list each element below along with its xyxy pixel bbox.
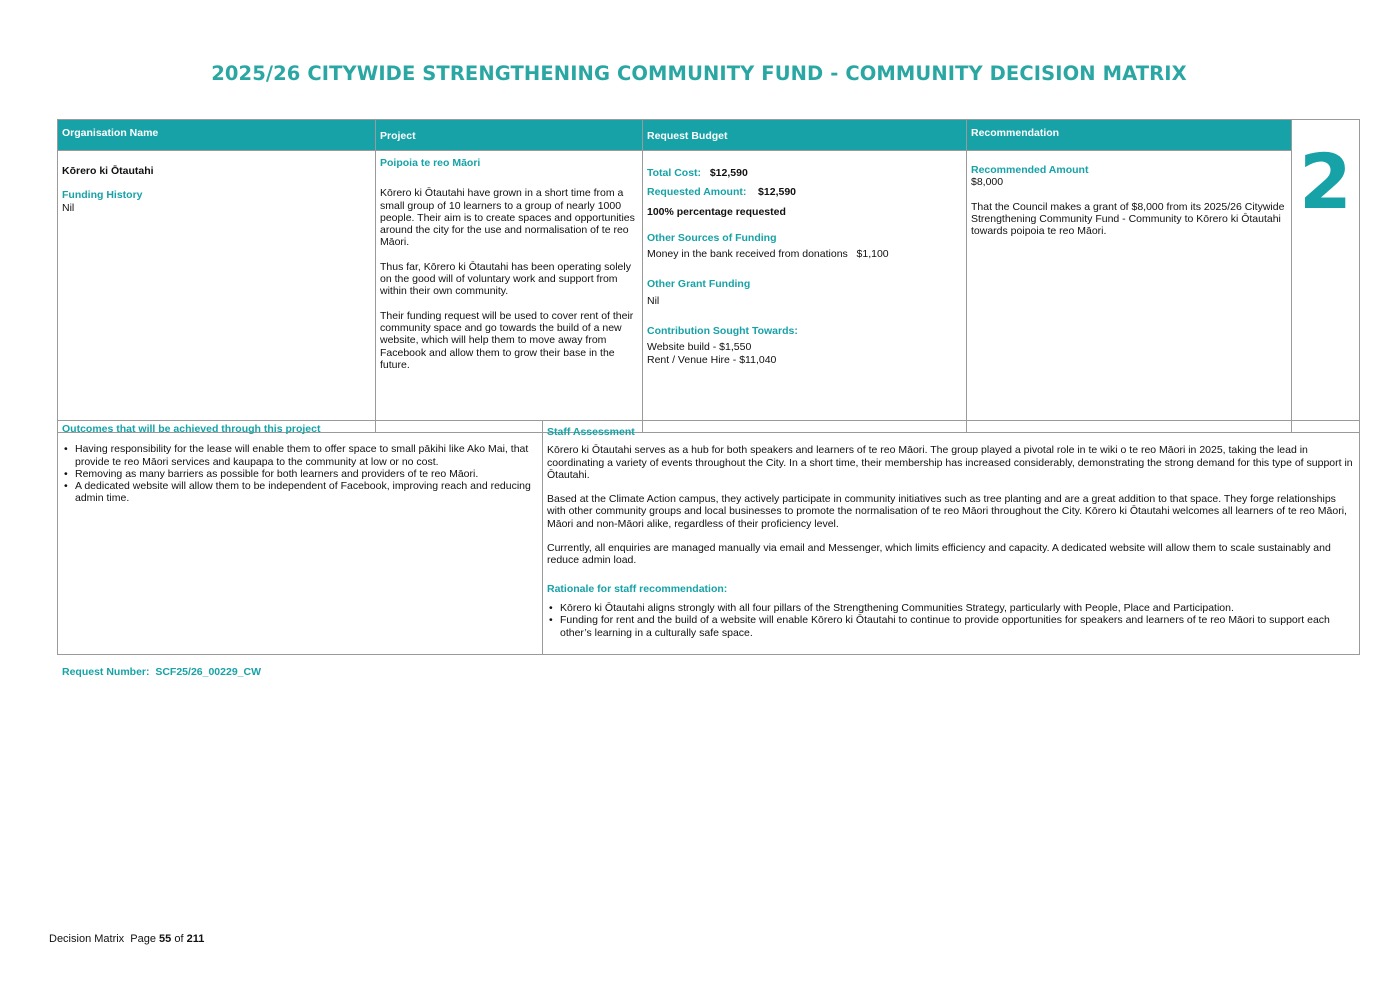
funding-history-label: Funding History xyxy=(62,189,143,202)
staff-assessment-cell xyxy=(543,421,1360,655)
header-recommendation: Recommendation xyxy=(967,120,1292,151)
staff-assessment-para-2: Based at the Climate Action campus, they actively participate in community initiatives such as tree planting and are a great addition to that space. They forge relationships with other community groups and local businesses to promote the normalisation of te reo Māori throughout the City. Kōrero ki Ōtautahi welcomes all learners of te reo Māori, Māori and non-Māori alike, regardless of their proficiency level. xyxy=(547,493,1347,530)
footer-page-total: 211 xyxy=(186,933,205,945)
recommendation-text: That the Council makes a grant of $8,000 from its 2025/26 Citywide Strengthening Community Fund - Community to Kōrero ki Ōtautahi towards poipoia te reo Māori. xyxy=(971,200,1285,238)
priority-number: 2 xyxy=(1299,137,1352,226)
requested-amount-label: Requested Amount: xyxy=(647,186,747,199)
contribution-label: Contribution Sought Towards: xyxy=(647,325,798,338)
recommended-amount-value: $8,000 xyxy=(971,176,1004,189)
outcomes-heading: Outcomes that will be achieved through this project xyxy=(62,423,321,435)
funding-history-value: Nil xyxy=(62,201,75,214)
staff-assessment-para-1: Kōrero ki Ōtautahi serves as a hub for both speakers and learners of te reo Māori. The group played a pivotal role in te wiki o te reo Māori in 2025, taking the lead in coordinating a variety of events throughout the City. In a short time, their membership has increased considerably, demonstrating the strong demand for this type of support in Ōtautahi. xyxy=(547,444,1353,481)
organisation-cell xyxy=(58,151,376,433)
recommended-amount-label: Recommended Amount xyxy=(971,164,1089,176)
outcomes-list xyxy=(62,443,538,504)
percentage-requested: 100% percentage requested xyxy=(647,205,786,218)
list-item: • Having responsibility for the lease will enable them to offer space to small pākihi like Ako Mai, that provide te reo Māori services and kaupapa to the community at low or no cost. xyxy=(62,443,538,468)
other-grant-label: Other Grant Funding xyxy=(647,278,751,291)
project-description-1: Kōrero ki Ōtautahi have grown in a short time from a small group of 10 learners to a group of nearly 1000 people. Their aim is to create spaces and opportunities around the city for the use and normalisation of te reo Māori. xyxy=(380,187,635,249)
footer-page-number: 55 xyxy=(159,933,172,945)
recommendation-cell xyxy=(967,151,1292,433)
requested-amount-value: $12,590 xyxy=(758,186,797,199)
header-organisation: Organisation Name xyxy=(58,120,376,151)
contribution-item: Rent / Venue Hire - $11,040 xyxy=(647,353,777,366)
contribution-item: Website build - $1,550 xyxy=(647,341,752,354)
outcomes-cell xyxy=(58,421,543,655)
project-cell xyxy=(376,151,643,433)
rationale-list xyxy=(547,602,1355,639)
page-footer xyxy=(49,933,204,945)
project-name: Poipoia te reo Māori xyxy=(380,157,481,169)
total-cost-value: $12,590 xyxy=(709,167,748,179)
staff-assessment-para-3: Currently, all enquiries are managed manually via email and Messenger, which limits efficiency and capacity. A dedicated website will allow them to scale sustainably and reduce admin load. xyxy=(547,542,1331,567)
organisation-name: Kōrero ki Ōtautahi xyxy=(62,165,154,177)
decision-matrix-table xyxy=(57,119,1360,433)
footer-prefix: Decision Matrix Page xyxy=(49,933,160,945)
list-item: • A dedicated website will allow them to be independent of Facebook, improving reach and reducing admin time. xyxy=(62,480,538,505)
assessment-table xyxy=(57,420,1360,655)
page-title: 2025/26 CITYWIDE STRENGTHENING COMMUNITY FUND - COMMUNITY DECISION MATRIX xyxy=(211,62,1187,85)
list-item: • Kōrero ki Ōtautahi aligns strongly with all four pillars of the Strengthening Communities Strategy, particularly with People, Place and Participation. xyxy=(547,602,1355,614)
other-sources-label: Other Sources of Funding xyxy=(647,231,777,244)
list-item: • Funding for rent and the build of a website will enable Kōrero ki Ōtautahi to continue to provide opportunities for speakers and learners of te reo Māori to support each other’s learning in a culturally safe space. xyxy=(547,614,1355,639)
header-budget: Request Budget xyxy=(643,120,967,151)
project-description-3: Their funding request will be used to cover rent of their community space and go towards the build of a new website, which will help them to move away from Facebook and allow them to grow their base in the future. xyxy=(380,309,634,371)
staff-assessment-heading: Staff Assessment xyxy=(547,426,635,438)
request-number: Request Number: SCF25/26_00229_CW xyxy=(62,666,261,678)
other-grant-value: Nil xyxy=(647,294,660,307)
total-cost-label: Total Cost: xyxy=(647,167,702,179)
header-project: Project xyxy=(376,120,643,151)
rationale-heading: Rationale for staff recommendation: xyxy=(547,582,728,595)
list-item: • Removing as many barriers as possible for both learners and providers of te reo Māori. xyxy=(62,468,538,480)
footer-of: of xyxy=(171,933,187,945)
project-description-2: Thus far, Kōrero ki Ōtautahi has been operating solely on the good will of voluntary work and support from within their own community. xyxy=(380,260,631,298)
other-sources-value: Money in the bank received from donations $1,100 xyxy=(647,248,889,261)
budget-cell xyxy=(643,151,967,433)
